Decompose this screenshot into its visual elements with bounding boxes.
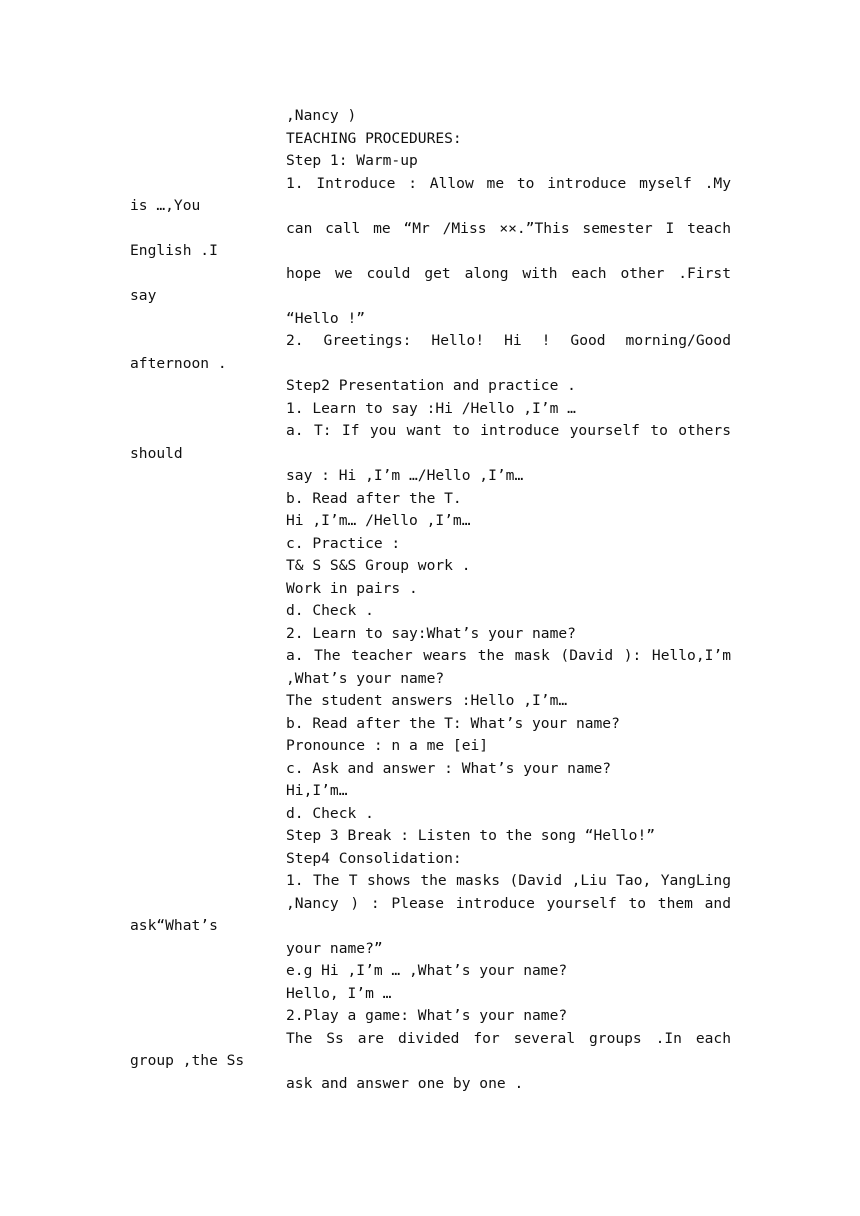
text-line: d. Check .	[286, 805, 374, 822]
text-line: ,Nancy ) : Please introduce yourself to them and	[286, 895, 731, 912]
text-line: The Ss are divided for several groups .In each	[286, 1030, 731, 1047]
text-line: The student answers :Hello ,I’m…	[286, 692, 568, 709]
text-line: can call me “Mr /Miss ××.”This semester I teach	[286, 220, 731, 237]
text-line: e.g Hi ,I’m … ,What’s your name?	[286, 962, 568, 979]
section-heading: TEACHING PROCEDURES:	[286, 130, 462, 147]
text-line: a. The teacher wears the mask (David ): Hello,I’m	[286, 647, 731, 664]
text-line: 1. The T shows the masks (David ,Liu Tao, YangLing	[286, 872, 731, 889]
text-line: Work in pairs .	[286, 580, 418, 597]
text-line: ,What’s your name?	[286, 670, 445, 687]
text-line: say	[130, 287, 157, 304]
text-line: “Hello !”	[286, 310, 366, 327]
text-line: ask“What’s	[130, 917, 218, 934]
step-heading: Step4 Consolidation:	[286, 850, 462, 867]
text-line: b. Read after the T: What’s your name?	[286, 715, 620, 732]
text-line: Hi ,I’m… /Hello ,I’m…	[286, 512, 471, 529]
text-line: group ,the Ss	[130, 1052, 245, 1069]
text-line: 2. Greetings: Hello! Hi ! Good morning/Good	[286, 332, 731, 349]
text-line: Pronounce : n a me [ei]	[286, 737, 489, 754]
text-line: ask and answer one by one .	[286, 1075, 524, 1092]
text-line: 1. Learn to say :Hi /Hello ,I’m …	[286, 400, 576, 417]
text-line: should	[130, 445, 183, 462]
text-line: afternoon .	[130, 355, 227, 372]
text-line: hope we could get along with each other .First	[286, 265, 731, 282]
text-line: Hello, I’m …	[286, 985, 392, 1002]
text-line: say : Hi ,I’m …/Hello ,I’m…	[286, 467, 524, 484]
text-line: 2. Learn to say:What’s your name?	[286, 625, 576, 642]
text-line: Hi,I’m…	[286, 782, 348, 799]
text-line: 2.Play a game: What’s your name?	[286, 1007, 568, 1024]
step-heading: Step 3 Break : Listen to the song “Hello!”	[286, 827, 656, 844]
text-line: T& S S&S Group work .	[286, 557, 471, 574]
text-line: ,Nancy )	[286, 107, 357, 124]
text-line: a. T: If you want to introduce yourself to others	[286, 422, 731, 439]
text-line: your name?”	[286, 940, 383, 957]
step-heading: Step 1: Warm-up	[286, 152, 418, 169]
text-line: c. Ask and answer : What’s your name?	[286, 760, 612, 777]
text-line: b. Read after the T.	[286, 490, 462, 507]
text-line: c. Practice :	[286, 535, 401, 552]
step-heading: Step2 Presentation and practice .	[286, 377, 576, 394]
text-line: 1. Introduce : Allow me to introduce myself .My	[286, 175, 731, 192]
text-line: is …,You	[130, 197, 201, 214]
text-line: English .I	[130, 242, 218, 259]
text-line: d. Check .	[286, 602, 374, 619]
